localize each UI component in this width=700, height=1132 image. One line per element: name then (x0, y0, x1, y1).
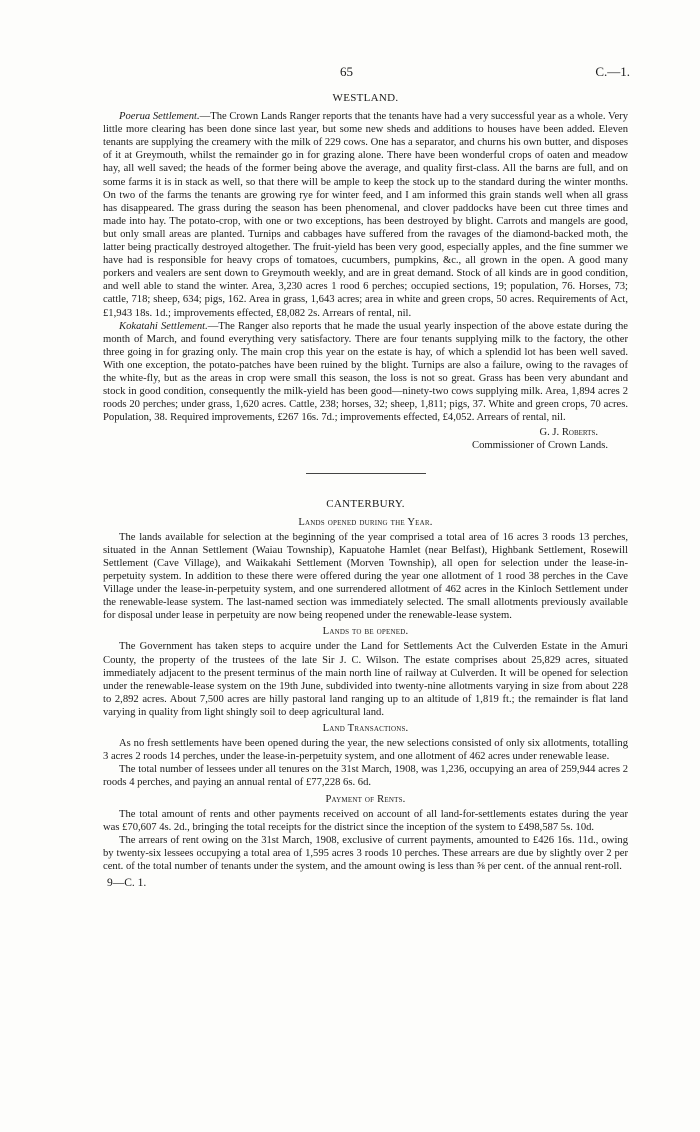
paragraph-rent-arrears: The arrears of rent owing on the 31st March, 1908, exclusive of current payments, amounted to £426 16s. 11d., owing by twenty-six lessees occupying a total area of 1,595 acres 3 roods 10 perches. These arrears are due by slightly over 2 per cent. of the total number of tenants under the system, and the amount owing is less than ⅝ per cent. of the annual rent-roll. (103, 834, 628, 872)
paragraph-text: —The Ranger also reports that he made the usual yearly inspection of the above estate during the month of March, and found everything very satisfactory. There are four tenants supplying milk to the factory, the other three going in for grazing only. The main crop this year on the estate is hay, of which a splendid lot has been well saved. With one exception, the potato-patches have been ruined by the blight. Turnips are also a failure, owing to the ravages of the white-fly, but as the areas in crop were small this season, the loss is not so great. Grass has been very abundant and stock in good condition, consequently the milk-yield has been good—ninety-two cows supplying milk. Area, 1,894 acres 2 roods 20 perches; under grass, 1,620 acres. Cattle, 238; horses, 32; sheep, 1,811; pigs, 37. White and green crops, 70 acres. Population, 38. Required improvements, £267 16s. 7d.; improvements effected, £4,052. Arrears of rental, nil. (103, 320, 629, 424)
subheading-land-transactions: Land Transactions. (322, 723, 409, 735)
page-header (0, 64, 700, 80)
document-reference: C.—1. (595, 64, 630, 79)
paragraph-kokatahi (103, 320, 628, 425)
paragraph-lands-opened: The lands available for selection at the beginning of the year comprised a total area of 16 acres 3 roods 13 perches, situated in the Annan Settlement (Waiau Township), Kapuatohe Hamlet (near Belfast), Highbank Settlement, Rosewill Settlement (Cave Village), and Waikakahi Settlement (Morven Township), all open for selection under the lease-in-perpetuity system. In addition to these there were offered during the year one allotment of 1 rood 38 perches in the Cave Village under the lease-in-perpetuity system, and one surrendered allotment of 462 acres in the Kinloch Settlement under the renewable-lease system. The last-named section was immediately selected. The small allotments previously available for disposal under lease in perpetuity are now being reopened under the renewable-lease system. (103, 531, 628, 622)
section-title-westland: WESTLAND. (332, 92, 399, 104)
subheading-payment-of-rents: Payment of Rents. (325, 793, 406, 805)
signatory-initials: G. J. (539, 427, 562, 439)
settlement-name-kokatahi: Kokatahi Settlement. (119, 320, 208, 332)
signature-block (103, 426, 628, 452)
settlement-name-poerua: Poerua Settlement. (119, 111, 200, 123)
subheading-lands-opened: Lands opened during the Year. (298, 516, 433, 528)
signatory-title: Commissioner of Crown Lands. (472, 440, 608, 452)
page-body (103, 92, 628, 890)
signatory-surname: Roberts. (561, 427, 598, 439)
section-divider (306, 473, 426, 474)
signatory-name (103, 426, 598, 439)
paragraph-poerua (103, 110, 628, 320)
paragraph-lessees-total: The total number of lessees under all tenures on the 31st March, 1908, was 1,236, occupying an area of 259,944 acres 2 roods 4 perches, and paying an annual rental of £77,228 6s. 6d. (103, 764, 628, 789)
section-title-canterbury: CANTERBURY. (326, 497, 405, 510)
page-number: 65 (340, 64, 353, 79)
paragraph-text: —The Crown Lands Ranger reports that the tenants have had a very successful year as a whole. Very little more clearing has been done since last year, but some new sheds and additions to houses have been added. Eleven tenants are supplying the creamery with the milk of 229 cows. One has a separator, and churns his own butter, and disposes of it at Greymouth, whilst the remainder go in for grazing alone. There have been wonderful crops of oaten and meadow hay, all well saved; the heads of the former being above the average, and quality first-class. All the barns are full, and on some farms it is in stack as well, so that there will be ample to keep the stock up to the standard during the winter months. On two of the farms the tenants are growing rye for winter feed, and I am informed this grain stands well when all grass has disappeared. The grass during the season has been phenomenal, and clover paddocks have been cut three times and made into hay. The potato-crop, with one or two exceptions, has been destroyed by blight. Carrots and mangels are good, but only small areas are planted. Turnips and cabbages have suffered from the ravages of the diamond-backed moth, the latter being practically destroyed altogether. The fruit-yield has been very good, especially apples, and the fine summer we have had is responsible for heavy crops of tomatoes, cucumbers, pumpkins, &c., all grown in the open. A good many porkers and vealers are sent down to Greymouth weekly, and are in great demand. Stock of all kinds are in good condition, and well able to stand the winter. Area, 3,230 acres 1 rood 6 perches; occupied sections, 19; population, 76. Horses, 73; cattle, 718; sheep, 634; pigs, 162. Area in grass, 1,643 acres; area in white and green crops, 50 acres. Requirements of Act, £1,943 18s. 1d.; improvements effected, £8,082 2s. Arrears of rental, nil. (103, 111, 628, 319)
subheading-lands-to-be-opened: Lands to be opened. (322, 626, 409, 638)
paragraph-new-selections: As no fresh settlements have been opened during the year, the new selections consisted of only six allotments, totalling 3 acres 2 roods 14 perches, under the lease-in-perpetuity system, and one allotment of 462 acres under renewable lease. (103, 738, 628, 763)
paragraph-rent-receipts: The total amount of rents and other payments received on account of all land-for-settlements estates during the year was £70,607 4s. 2d., bringing the total receipts for the district since the inception of the system to £498,587 5s. 10d. (103, 808, 628, 833)
sheet-signature-mark: 9—C. 1. (107, 877, 147, 890)
paragraph-lands-to-be-opened: The Government has taken steps to acquire under the Land for Settlements Act the Culverden Estate in the Amuri County, the property of the trustees of the late Sir J. C. Wilson. The estate comprises about 25,829 acres, situated immediately adjacent to the present terminus of the main north line of railway at Culverden. It will be opened for selection under the renewable-lease system on the 19th June, subdivided into twenty-nine allotments varying in size from about 228 to 2,892 acres. About 7,500 acres are hilly pastoral land ranging up to an altitude of 1,819 ft.; the remainder is flat land varying in quality from light shingly soil to deep agricultural land. (103, 641, 628, 718)
